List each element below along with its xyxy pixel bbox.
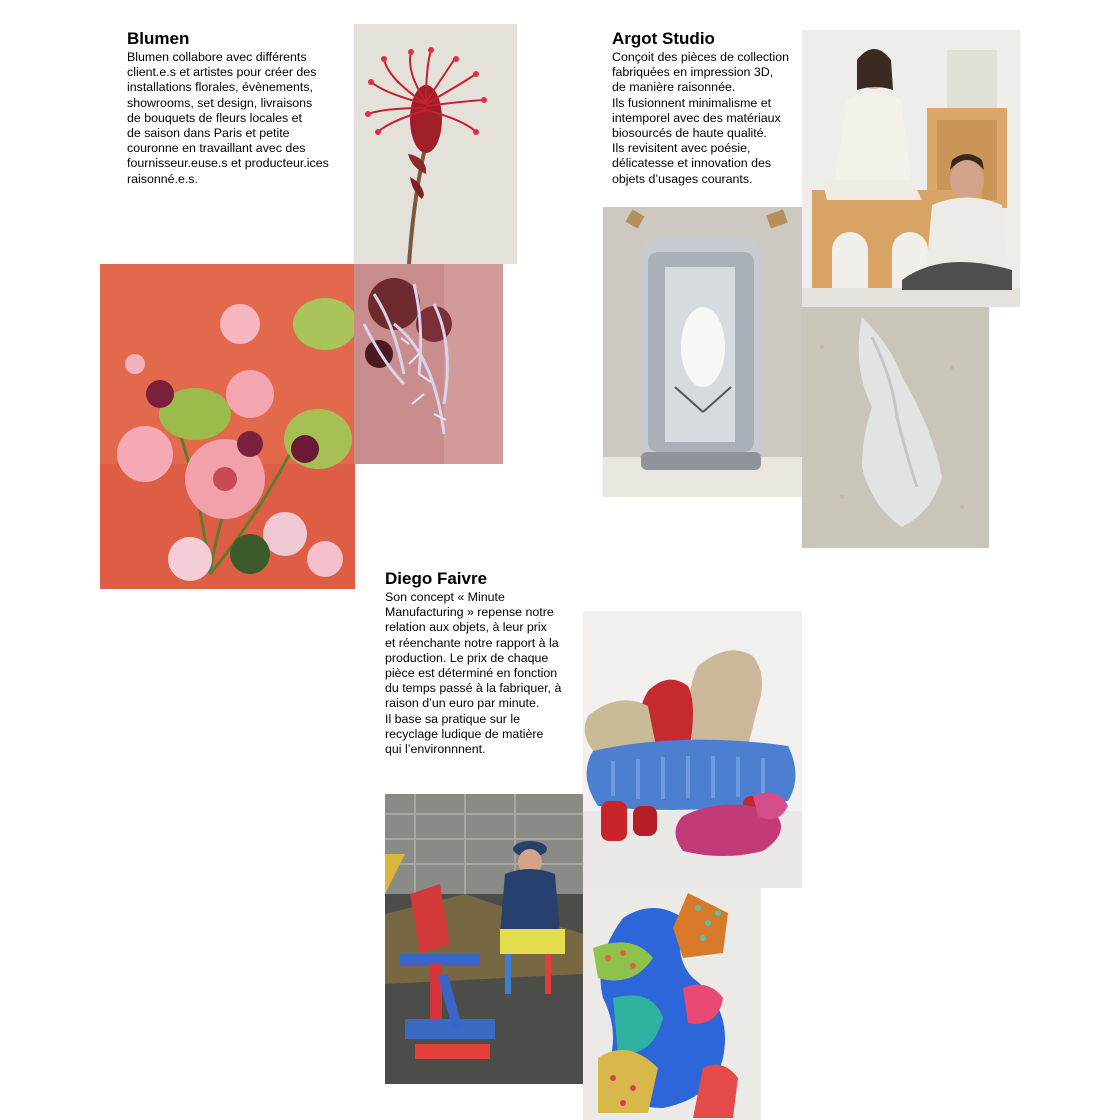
argot-desc-line: Conçoit des pièces de collection xyxy=(612,50,790,64)
blumen-desc-line: couronne en travaillant avec des xyxy=(127,141,306,156)
diego-desc-line: Il base sa pratique sur le xyxy=(385,711,520,726)
argot-title: Argot Studio xyxy=(612,29,715,48)
diego-desc-line: Manufacturing » repense notre xyxy=(385,605,554,620)
argot-text xyxy=(612,29,802,187)
blumen-desc-line: fournisseur.euse.s et producteur.ices xyxy=(127,156,329,171)
protea-flower-photo xyxy=(354,24,517,264)
colorful-sculpture-photo xyxy=(583,888,761,1120)
argot-desc-line: Ils fusionnent minimalisme et xyxy=(612,95,772,110)
workshop-photo xyxy=(385,794,583,1084)
diego-title: Diego Faivre xyxy=(385,569,488,588)
blumen-text xyxy=(127,29,347,187)
diego-desc-line: recyclage ludique de matière xyxy=(385,726,544,741)
bouquet-orange-photo xyxy=(100,264,355,589)
white-sculpture-photo xyxy=(802,307,989,548)
argot-desc-line: Ils revisitent avec poésie, xyxy=(612,141,751,156)
diego-desc-line: qui l’environnnent. xyxy=(385,742,486,757)
diego-desc-line: du temps passé à la fabriquer, à xyxy=(385,681,562,696)
argot-desc-line: objets d’usages courants. xyxy=(612,171,753,186)
argot-desc-line: délicatesse et innovation des xyxy=(612,156,772,171)
blumen-desc-line: raisonné.e.s. xyxy=(127,171,198,186)
blumen-desc-line: installations florales, évènements, xyxy=(127,80,313,95)
blumen-desc-line: showrooms, set design, livraisons xyxy=(127,95,313,110)
founders-portrait-photo xyxy=(802,30,1020,307)
furry-bench-photo xyxy=(583,611,802,888)
blumen-title: Blumen xyxy=(127,29,190,48)
dried-flowers-photo xyxy=(354,264,503,464)
diego-desc-line: Son concept « Minute xyxy=(385,590,505,604)
blumen-desc-line: de saison dans Paris et petite xyxy=(127,126,290,141)
blumen-desc-line: Blumen collabore avec différents xyxy=(127,50,307,64)
diego-desc-line: production. Le prix de chaque xyxy=(385,650,549,665)
diego-desc-line: et réenchante notre rapport à la xyxy=(385,635,559,650)
argot-desc-line: biosourcés de haute qualité. xyxy=(612,126,767,141)
diego-desc-line: raison d’un euro par minute. xyxy=(385,696,540,711)
3d-printer-photo xyxy=(603,207,802,497)
blumen-desc-line: client.e.s et artistes pour créer des xyxy=(127,65,317,80)
diego-text xyxy=(385,569,570,757)
blumen-desc-line: de bouquets de fleurs locales et xyxy=(127,110,302,125)
diego-desc-line: relation aux objets, à leur prix xyxy=(385,620,547,635)
argot-desc-line: fabriquées en impression 3D, xyxy=(612,65,774,80)
argot-desc-line: intemporel avec des matériaux xyxy=(612,110,781,125)
diego-desc-line: pièce est déterminé en fonction xyxy=(385,666,558,681)
argot-desc-line: de manière raisonnée. xyxy=(612,80,736,95)
